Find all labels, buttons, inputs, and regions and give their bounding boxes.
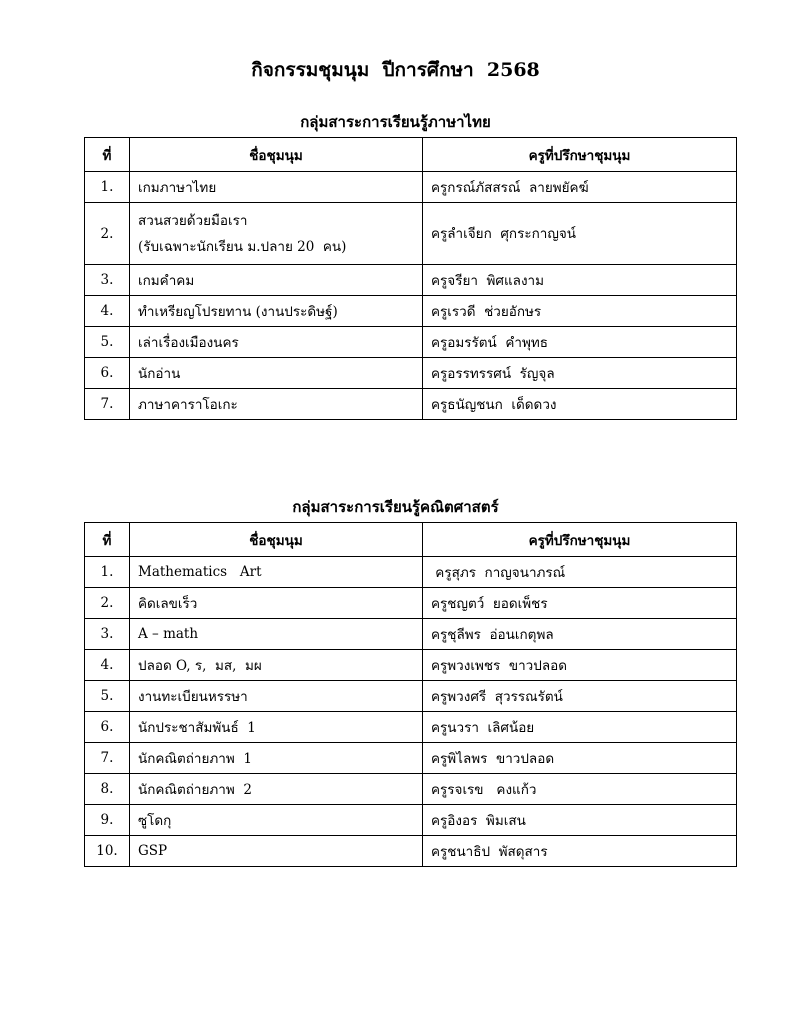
- header-advisor: ครูที่ปรึกษาชุมนุม: [423, 138, 737, 172]
- table-row: [85, 588, 737, 619]
- table-row: [85, 805, 737, 836]
- math-section-heading: กลุ่มสาระการเรียนรู้คณิตศาสตร์: [292, 498, 499, 516]
- table-row: [85, 681, 737, 712]
- club-name: นักประชาสัมพันธ์ 1: [130, 712, 423, 743]
- club-name: ซูโดกุ: [130, 805, 423, 836]
- club-name: สวนสวยด้วยมือเรา: [138, 212, 248, 229]
- advisor-name: ครูธนัญชนก เด็ดดวง: [423, 389, 737, 420]
- club-name: เกมภาษาไทย: [130, 172, 423, 203]
- header-no: ที่: [85, 138, 130, 172]
- table-row: [85, 774, 737, 805]
- advisor-name: ครูชญตว์ ยอดเพ็ชร: [423, 588, 737, 619]
- row-number: 3.: [85, 619, 130, 650]
- advisor-name: ครูอรรทรรศน์ รัญจุล: [423, 358, 737, 389]
- advisor-name: ครูกรณ์ภัสสรณ์ ลายพยัคฆ์: [423, 172, 737, 203]
- advisor-name: ครูนวรา เลิศน้อย: [423, 712, 737, 743]
- row-number: 5.: [85, 681, 130, 712]
- header-no: ที่: [85, 523, 130, 557]
- row-number: 4.: [85, 650, 130, 681]
- advisor-name: ครูอมรรัตน์ คำพุทธ: [423, 327, 737, 358]
- row-number: 8.: [85, 774, 130, 805]
- table-row: [85, 557, 737, 588]
- club-name: คิดเลขเร็ว: [130, 588, 423, 619]
- row-number: 6.: [85, 358, 130, 389]
- row-number: 2.: [85, 203, 130, 265]
- row-number: 7.: [85, 389, 130, 420]
- header-club: ชื่อชุมนุม: [130, 523, 423, 557]
- math-club-table: [84, 522, 737, 867]
- table-row: [85, 712, 737, 743]
- club-name: เกมคำคม: [130, 265, 423, 296]
- row-number: 9.: [85, 805, 130, 836]
- advisor-name: ครูชุลีพร อ่อนเกตุพล: [423, 619, 737, 650]
- table-row: [85, 203, 737, 265]
- table-header-row: [85, 138, 737, 172]
- club-name: ภาษาคาราโอเกะ: [130, 389, 423, 420]
- row-number: 1.: [85, 557, 130, 588]
- advisor-name: ครูเรวดี ช่วยอักษร: [423, 296, 737, 327]
- table-row: [85, 327, 737, 358]
- row-number: 2.: [85, 588, 130, 619]
- club-name: นักคณิตถ่ายภาพ 1: [130, 743, 423, 774]
- club-name: งานทะเบียนหรรษา: [130, 681, 423, 712]
- advisor-name: ครูพิไลพร ขาวปลอด: [423, 743, 737, 774]
- row-number: 5.: [85, 327, 130, 358]
- advisor-name: ครูรจเรข คงแก้ว: [423, 774, 737, 805]
- club-note: (รับเฉพาะนักเรียน ม.ปลาย 20 คน): [138, 238, 347, 255]
- club-name: นักอ่าน: [130, 358, 423, 389]
- row-number: 3.: [85, 265, 130, 296]
- header-club: ชื่อชุมนุม: [130, 138, 423, 172]
- table-row: [85, 389, 737, 420]
- table-row: [85, 650, 737, 681]
- row-number: 10.: [85, 836, 130, 867]
- club-name-cell: [130, 203, 423, 265]
- club-name: เล่าเรื่องเมืองนคร: [130, 327, 423, 358]
- club-name: ทำเหรียญโปรยทาน (งานประดิษฐ์): [130, 296, 423, 327]
- club-name: ปลอด O, ร, มส, มผ: [130, 650, 423, 681]
- table-row: [85, 743, 737, 774]
- advisor-name: ครูชนาธิป พัสดุสาร: [423, 836, 737, 867]
- advisor-name: ครูพวงเพชร ขาวปลอด: [423, 650, 737, 681]
- thai-club-table: [84, 137, 737, 420]
- table-header-row: [85, 523, 737, 557]
- row-number: 1.: [85, 172, 130, 203]
- table-row: [85, 265, 737, 296]
- advisor-name: ครูลำเจียก ศุกระกาญจน์: [423, 203, 737, 265]
- advisor-name: ครูพวงศรี สุวรรณรัตน์: [423, 681, 737, 712]
- club-name: GSP: [130, 836, 423, 867]
- row-number: 6.: [85, 712, 130, 743]
- table-row: [85, 172, 737, 203]
- club-name: นักคณิตถ่ายภาพ 2: [130, 774, 423, 805]
- club-name: A – math: [130, 619, 423, 650]
- table-row: [85, 836, 737, 867]
- page-title: กิจกรรมชุมนุม ปีการศึกษา 2568: [251, 59, 540, 81]
- thai-section-heading: กลุ่มสาระการเรียนรู้ภาษาไทย: [300, 113, 491, 131]
- advisor-name: ครูอิงอร พิมเสน: [423, 805, 737, 836]
- row-number: 7.: [85, 743, 130, 774]
- table-row: [85, 619, 737, 650]
- header-advisor: ครูที่ปรึกษาชุมนุม: [423, 523, 737, 557]
- advisor-name: ครูจรียา พิศแลงาม: [423, 265, 737, 296]
- table-row: [85, 358, 737, 389]
- club-name: Mathematics Art: [130, 557, 423, 588]
- table-row: [85, 296, 737, 327]
- advisor-name: ครูสุภร กาญจนาภรณ์: [423, 557, 737, 588]
- row-number: 4.: [85, 296, 130, 327]
